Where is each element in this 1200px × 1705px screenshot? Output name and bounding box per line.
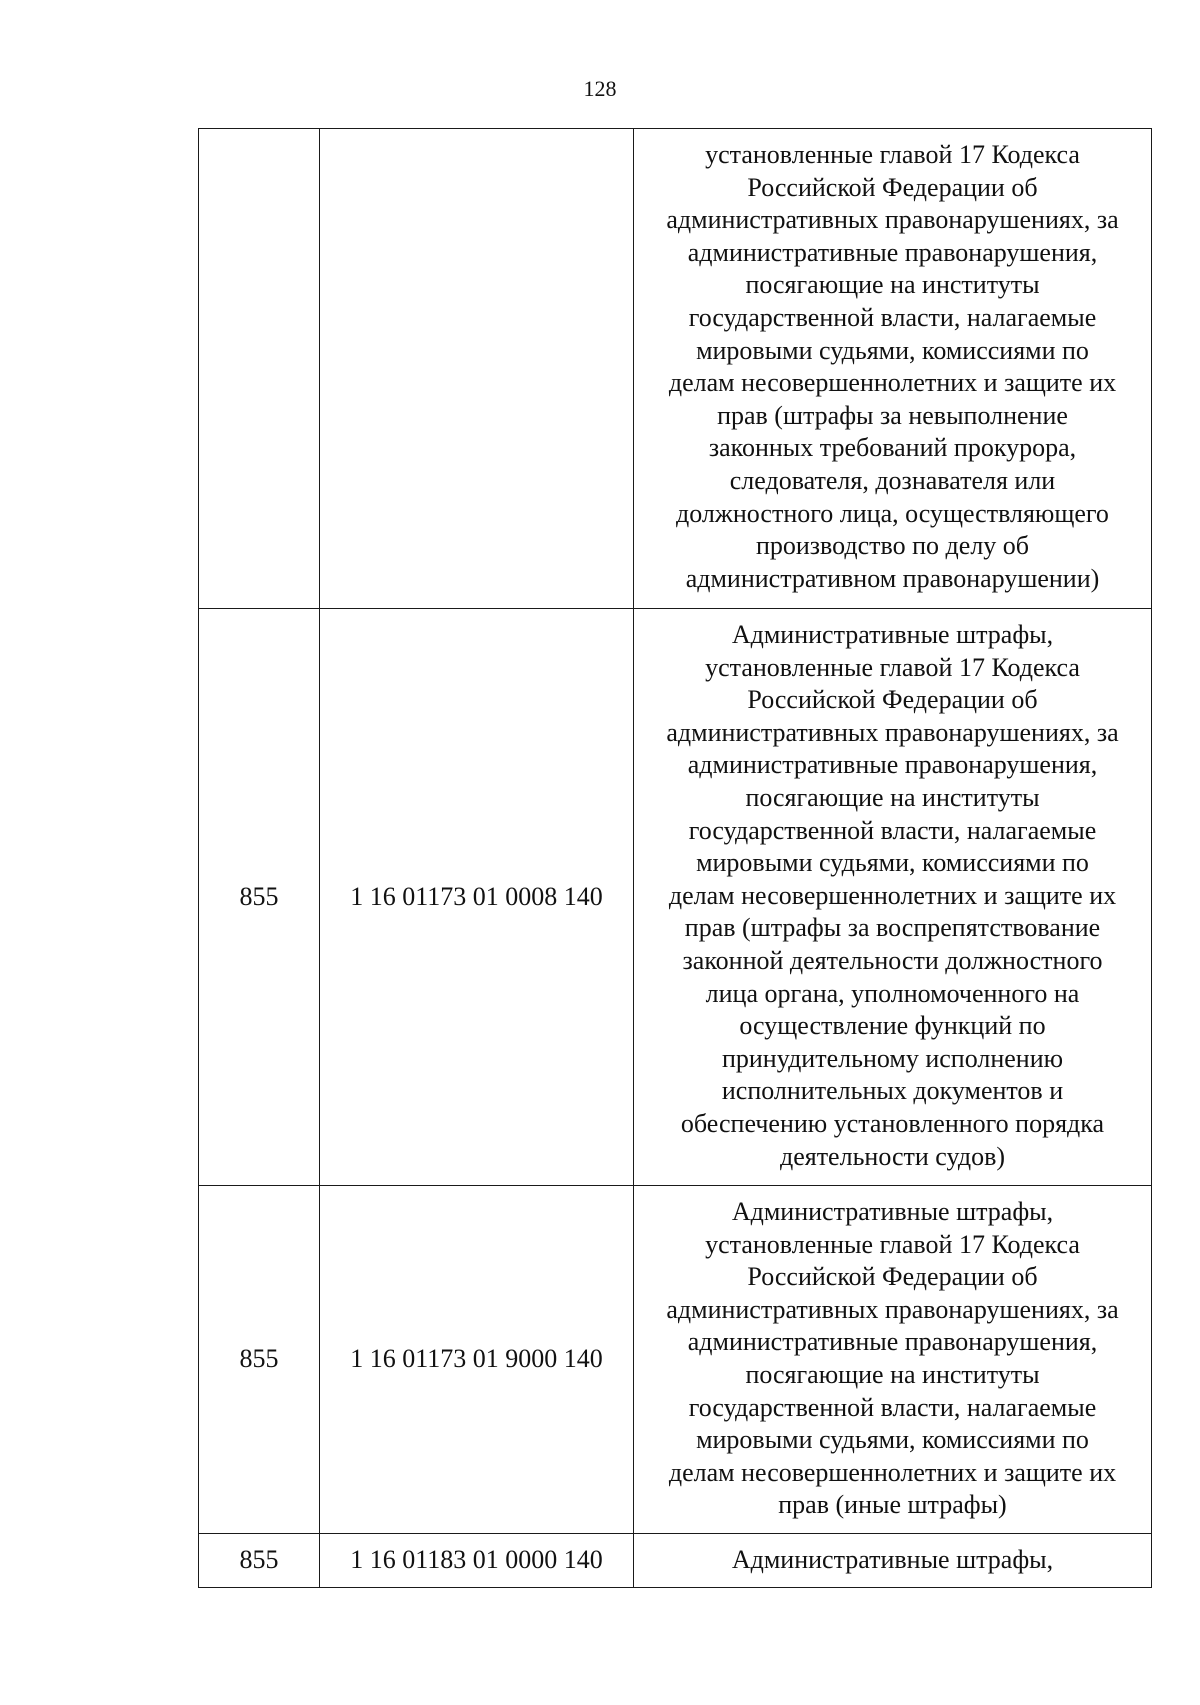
admin-code-cell: 855 — [199, 609, 320, 1186]
description-cell: Административные штрафы, установленные главой 17 Кодекса Российской Федерации об административных правонарушениях, за административные правонарушения, посягающие на институты государственной власти, налагаемые мировыми судьями, комиссиями по делам несовершеннолетних и защите их прав (штрафы за воспрепятствование законной деятельности должностного лица органа, уполномоченного на осуществление функций по принудительному исполнению исполнительных документов и обеспечению установленного порядка деятельности судов) — [634, 609, 1152, 1186]
table-row — [199, 129, 1152, 609]
table-row — [199, 1534, 1152, 1588]
kbk-code-cell: 1 16 01173 01 0008 140 — [320, 609, 634, 1186]
admin-code-cell — [199, 129, 320, 609]
table-row — [199, 609, 1152, 1186]
kbk-code-cell: 1 16 01173 01 9000 140 — [320, 1186, 634, 1534]
table-row — [199, 1186, 1152, 1534]
description-cell: установленные главой 17 Кодекса Российской Федерации об административных правонарушениях, за административные правонарушения, посягающие на институты государственной власти, налагаемые мировыми судьями, комиссиями по делам несовершеннолетних и защите их прав (штрафы за невыполнение законных требований прокурора, следователя, дознавателя или должностного лица, осуществляющего производство по делу об административном правонарушении) — [634, 129, 1152, 609]
kbk-code-cell — [320, 129, 634, 609]
page-number: 128 — [583, 76, 617, 101]
admin-code-cell: 855 — [199, 1186, 320, 1534]
budget-codes-table — [198, 128, 1152, 1588]
description-cell: Административные штрафы, — [634, 1534, 1152, 1588]
description-cell: Административные штрафы, установленные главой 17 Кодекса Российской Федерации об административных правонарушениях, за административные правонарушения, посягающие на институты государственной власти, налагаемые мировыми судьями, комиссиями по делам несовершеннолетних и защите их прав (иные штрафы) — [634, 1186, 1152, 1534]
kbk-code-cell: 1 16 01183 01 0000 140 — [320, 1534, 634, 1588]
admin-code-cell: 855 — [199, 1534, 320, 1588]
